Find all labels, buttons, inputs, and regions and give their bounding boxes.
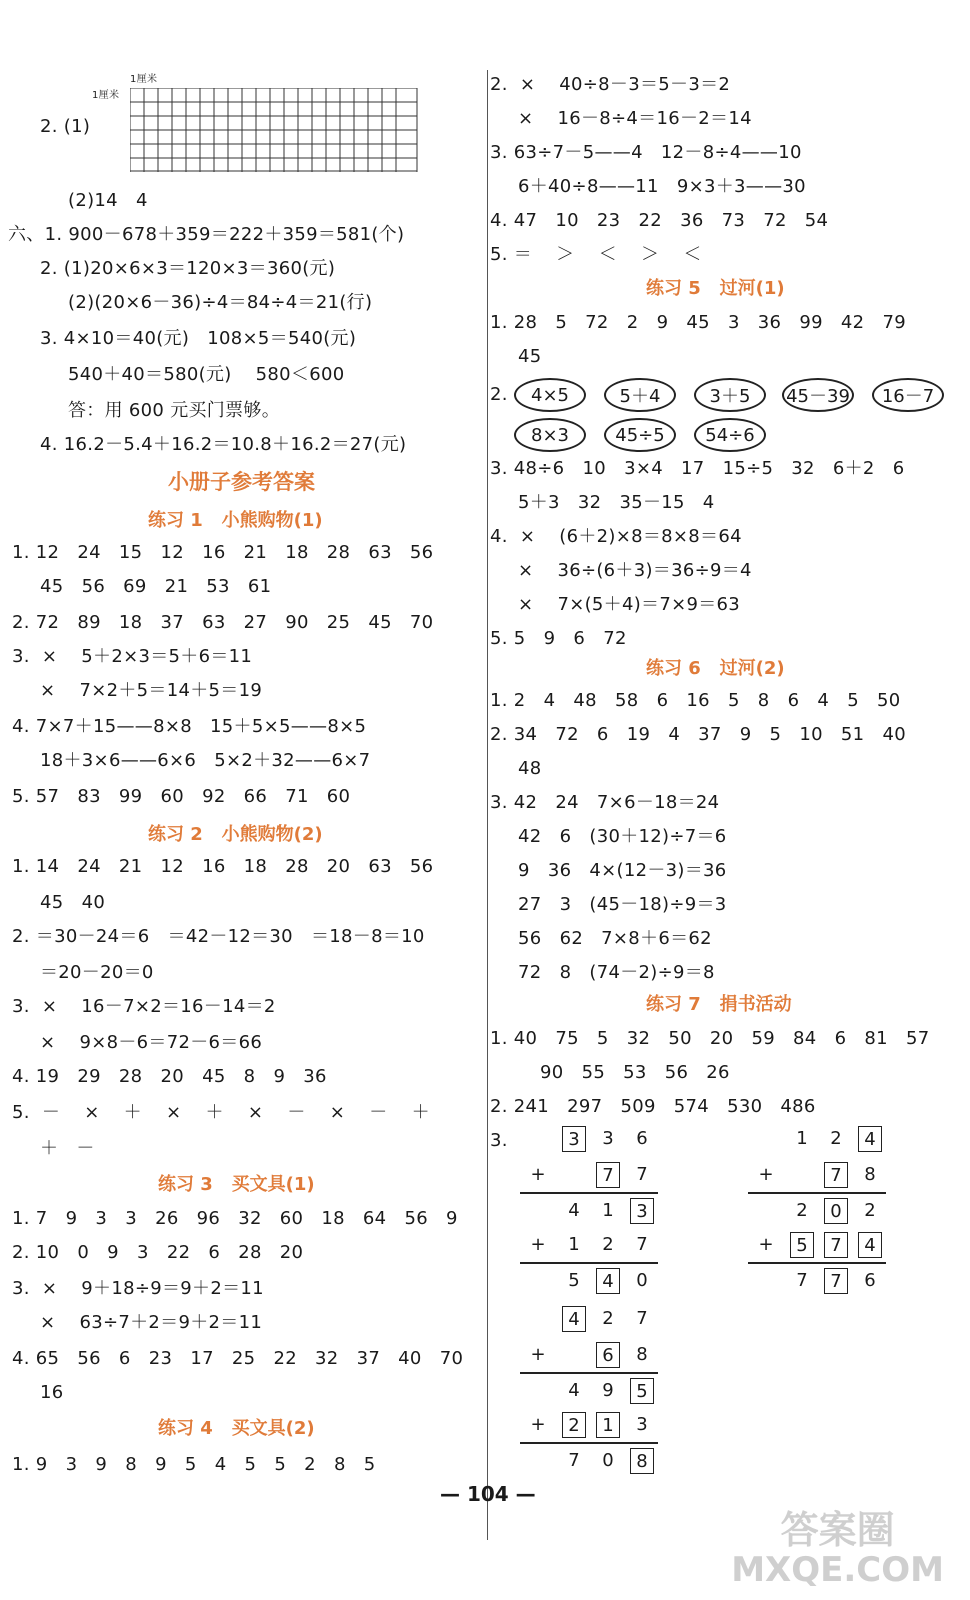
r-q2-b: × 16－8÷4＝16－2＝14 — [518, 108, 752, 129]
answer-2-1-label: 2. (1) — [40, 116, 91, 137]
digit: 2 — [602, 1234, 614, 1255]
watermark-logo — [731, 1510, 944, 1590]
square-grid — [130, 88, 418, 172]
digit: 1 — [602, 1200, 614, 1221]
ex5-q2-label: 2. — [490, 384, 508, 405]
ex1-q1: 1. 12 24 15 12 16 21 18 28 63 56 — [12, 542, 434, 563]
ex6-q3-c: 9 36 4×(12－3)＝36 — [518, 860, 727, 881]
ex3-q4: 4. 65 56 6 23 17 25 22 32 37 40 70 — [12, 1348, 464, 1369]
digit: 6 — [636, 1128, 648, 1149]
section-heading-2: 练习 2 小熊购物(2) — [148, 824, 323, 845]
watermark-line2: MXQE.COM — [731, 1550, 944, 1590]
ex3-q3: 3. × 9＋18÷9＝9＋2＝11 — [12, 1278, 264, 1299]
booklet-answers-title: 小册子参考答案 — [168, 470, 315, 494]
ex1-q4-b: 18＋3×6——6×6 5×2＋32——6×7 — [40, 750, 371, 771]
plus-sign: + — [530, 1164, 546, 1185]
ex6-q3: 3. 42 24 7×6－18＝24 — [490, 792, 720, 813]
ex1-q5: 5. 57 83 99 60 92 66 71 60 — [12, 786, 351, 807]
ex6-q3-d: 27 3 (45－18)÷9＝3 — [518, 894, 727, 915]
ex5-q4-c: × 7×(5＋4)＝7×9＝63 — [518, 594, 741, 615]
ex2-q3: 3. × 16－7×2＝16－14＝2 — [12, 996, 276, 1017]
plus-sign: + — [758, 1164, 774, 1185]
r-q5: 5. ＝ ＞ ＜ ＞ ＜ — [490, 244, 702, 265]
ex2-q4: 4. 19 29 28 20 45 8 9 36 — [12, 1066, 327, 1087]
oval-answer: 45÷5 — [604, 418, 676, 452]
section-heading-5: 练习 5 过河(1) — [646, 278, 785, 299]
digit: 0 — [636, 1270, 648, 1291]
section-heading-4: 练习 4 买文具(2) — [158, 1418, 315, 1439]
digit-box: 7 — [596, 1162, 620, 1188]
digit: 7 — [636, 1234, 648, 1255]
digit-box: 4 — [596, 1268, 620, 1294]
ex2-q5-b: ＋ － — [40, 1138, 95, 1159]
answer-6-3-b: 540＋40＝580(元) 580＜600 — [68, 364, 345, 385]
answer-6-4: 4. 16.2－5.4＋16.2＝10.8＋16.2＝27(元) — [40, 434, 407, 455]
ex4-q1: 1. 9 3 9 8 9 5 4 5 5 2 8 5 — [12, 1454, 376, 1475]
page-number: — 104 — — [440, 1482, 536, 1506]
oval-answer: 45－39 — [782, 378, 854, 412]
ex1-q3: 3. × 5＋2×3＝5＋6＝11 — [12, 646, 253, 667]
digit: 1 — [796, 1128, 808, 1149]
digit: 3 — [602, 1128, 614, 1149]
ex6-q3-e: 56 62 7×8＋6＝62 — [518, 928, 712, 949]
ex6-q1: 1. 2 4 48 58 6 16 5 8 6 4 5 50 — [490, 690, 901, 711]
ex7-q1-b: 90 55 53 56 26 — [540, 1062, 730, 1083]
column-divider — [487, 70, 488, 1540]
sum-line — [520, 1192, 658, 1194]
ex6-q2-b: 48 — [518, 758, 542, 779]
ex1-q2: 2. 72 89 18 37 63 27 90 25 45 70 — [12, 612, 434, 633]
digit-box: 2 — [562, 1412, 586, 1438]
r-q3-b: 6＋40÷8——11 9×3＋3——30 — [518, 176, 806, 197]
sum-line — [520, 1262, 658, 1264]
ex3-q4-b: 16 — [40, 1382, 64, 1403]
digit: 8 — [864, 1164, 876, 1185]
plus-sign: + — [758, 1234, 774, 1255]
r-q4: 4. 47 10 23 22 36 73 72 54 — [490, 210, 829, 231]
oval-answer: 16－7 — [872, 378, 944, 412]
ex3-q1: 1. 7 9 3 3 26 96 32 60 18 64 56 9 — [12, 1208, 458, 1229]
oval-answer: 4×5 — [514, 378, 586, 412]
sum-line — [748, 1192, 886, 1194]
digit: 4 — [568, 1380, 580, 1401]
digit: 7 — [796, 1270, 808, 1291]
sum-line — [748, 1262, 886, 1264]
digit: 6 — [864, 1270, 876, 1291]
watermark-line1: 答案圈 — [780, 1508, 895, 1552]
digit: 0 — [602, 1450, 614, 1471]
r-q2: 2. × 40÷8－3＝5－3＝2 — [490, 74, 731, 95]
digit-box: 0 — [824, 1198, 848, 1224]
answer-6-2-2: (2)(20×6－36)÷4＝84÷4＝21(行) — [68, 292, 373, 313]
grid-label-left: 1厘米 — [92, 90, 120, 101]
digit-box: 7 — [824, 1268, 848, 1294]
ex1-q3-b: × 7×2＋5＝14＋5＝19 — [40, 680, 263, 701]
digit: 5 — [568, 1270, 580, 1291]
answer-6-1: 六、1. 900－678＋359＝222＋359＝581(个) — [8, 224, 405, 245]
digit: 7 — [636, 1308, 648, 1329]
digit: 4 — [568, 1200, 580, 1221]
ex7-q2: 2. 241 297 509 574 530 486 — [490, 1096, 816, 1117]
section-heading-1: 练习 1 小熊购物(1) — [148, 510, 323, 531]
ex5-q1: 1. 28 5 72 2 9 45 3 36 99 42 79 — [490, 312, 906, 333]
ex7-q1: 1. 40 75 5 32 50 20 59 84 6 81 57 — [490, 1028, 930, 1049]
digit-box: 6 — [596, 1342, 620, 1368]
digit-box: 4 — [562, 1306, 586, 1332]
ex2-q3-b: × 9×8－6＝72－6＝66 — [40, 1032, 263, 1053]
digit: 8 — [636, 1344, 648, 1365]
plus-sign: + — [530, 1344, 546, 1365]
digit: 9 — [602, 1380, 614, 1401]
digit-box: 3 — [630, 1198, 654, 1224]
digit-box: 1 — [596, 1412, 620, 1438]
grid-label-top: 1厘米 — [130, 74, 158, 85]
ex2-q1-b: 45 40 — [40, 892, 106, 913]
ex5-q1-b: 45 — [518, 346, 542, 367]
digit: 2 — [830, 1128, 842, 1149]
digit: 2 — [796, 1200, 808, 1221]
ex5-q4-b: × 36÷(6＋3)＝36÷9＝4 — [518, 560, 752, 581]
ex6-q2: 2. 34 72 6 19 4 37 9 5 10 51 40 — [490, 724, 906, 745]
oval-answer: 3＋5 — [694, 378, 766, 412]
oval-answer: 8×3 — [514, 418, 586, 452]
ex3-q3-b: × 63÷7＋2＝9＋2＝11 — [40, 1312, 263, 1333]
plus-sign: + — [530, 1414, 546, 1435]
ex6-q3-b: 42 6 (30＋12)÷7＝6 — [518, 826, 727, 847]
ex5-q3: 3. 48÷6 10 3×4 17 15÷5 32 6＋2 6 — [490, 458, 905, 479]
ex5-q4: 4. × (6＋2)×8＝8×8＝64 — [490, 526, 742, 547]
section-heading-3: 练习 3 买文具(1) — [158, 1174, 315, 1195]
oval-answer: 5＋4 — [604, 378, 676, 412]
ex2-q5: 5. － × ＋ × ＋ × － × － ＋ — [12, 1102, 430, 1123]
ex6-q3-f: 72 8 (74－2)÷9＝8 — [518, 962, 715, 983]
digit-box: 5 — [630, 1378, 654, 1404]
digit: 7 — [568, 1450, 580, 1471]
digit-box: 4 — [858, 1126, 882, 1152]
ex2-q2-b: ＝20－20＝0 — [40, 962, 154, 983]
digit: 3 — [636, 1414, 648, 1435]
digit-box: 7 — [824, 1232, 848, 1258]
section-heading-7: 练习 7 捐书活动 — [646, 994, 792, 1015]
answer-2-2: (2)14 4 — [68, 190, 148, 211]
answer-6-2-1: 2. (1)20×6×3＝120×3＝360(元) — [40, 258, 336, 279]
digit: 2 — [864, 1200, 876, 1221]
answer-6-3-c: 答：用 600 元买门票够。 — [68, 400, 280, 421]
digit-box: 3 — [562, 1126, 586, 1152]
ex2-q1: 1. 14 24 21 12 16 18 28 20 63 56 — [12, 856, 434, 877]
ex7-q3-label: 3. — [490, 1130, 508, 1151]
ex3-q2: 2. 10 0 9 3 22 6 28 20 — [12, 1242, 304, 1263]
answer-6-3: 3. 4×10＝40(元) 108×5＝540(元) — [40, 328, 357, 349]
digit-box: 7 — [824, 1162, 848, 1188]
sum-line — [520, 1442, 658, 1444]
digit-box: 8 — [630, 1448, 654, 1474]
digit: 2 — [602, 1308, 614, 1329]
ex5-q3-b: 5＋3 32 35－15 4 — [518, 492, 715, 513]
ex5-q5: 5. 5 9 6 72 — [490, 628, 627, 649]
r-q3: 3. 63÷7－5——4 12－8÷4——10 — [490, 142, 802, 163]
plus-sign: + — [530, 1234, 546, 1255]
digit-box: 4 — [858, 1232, 882, 1258]
ex2-q2: 2. ＝30－24＝6 ＝42－12＝30 ＝18－8＝10 — [12, 926, 425, 947]
digit: 7 — [636, 1164, 648, 1185]
digit-box: 5 — [790, 1232, 814, 1258]
digit: 1 — [568, 1234, 580, 1255]
section-heading-6: 练习 6 过河(2) — [646, 658, 785, 679]
ex1-q4: 4. 7×7＋15——8×8 15＋5×5——8×5 — [12, 716, 367, 737]
oval-answer: 54÷6 — [694, 418, 766, 452]
ex1-q1-b: 45 56 69 21 53 61 — [40, 576, 272, 597]
sum-line — [520, 1372, 658, 1374]
